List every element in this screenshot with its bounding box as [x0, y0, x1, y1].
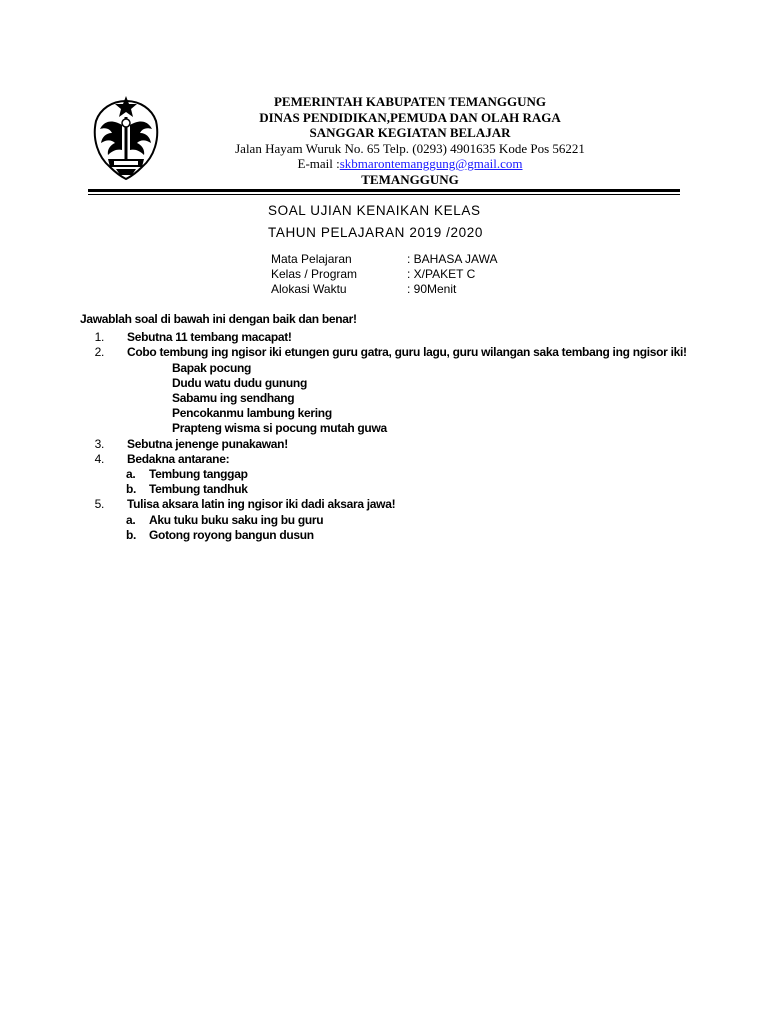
exam-title-line1: SOAL UJIAN KENAIKAN KELAS	[268, 203, 481, 218]
sub-item	[80, 513, 720, 528]
question-text: Bedakna antarane:	[127, 451, 230, 466]
verse-line: Prapteng wisma si pocung mutah guwa	[172, 421, 387, 436]
sub-item	[80, 528, 720, 543]
verse-line: Bapak pocung	[172, 360, 252, 375]
info-label: Kelas / Program	[271, 267, 358, 281]
question-item	[80, 345, 720, 360]
exam-info-table	[271, 252, 497, 297]
question-number: 2.	[94, 345, 104, 360]
question-number: 3.	[94, 436, 104, 451]
question-number: 5.	[94, 497, 104, 512]
question-item	[80, 330, 720, 345]
sub-item-letter: a.	[126, 467, 136, 482]
info-row-class	[271, 267, 497, 282]
email-label: E-mail :	[297, 156, 340, 171]
question-text: Tulisa aksara latin ing ngisor iki dadi aksara jawa!	[127, 497, 396, 512]
question-list	[80, 312, 720, 543]
info-label: Mata Pelajaran	[271, 252, 352, 266]
sub-item-letter: b.	[126, 482, 137, 497]
info-value: : BAHASA JAWA	[407, 252, 498, 266]
question-text: Sebutna jenenge punakawan!	[127, 436, 288, 451]
info-label: Alokasi Waktu	[271, 282, 347, 296]
verse-line: Pencokanmu lambung kering	[172, 406, 332, 421]
regency-emblem-logo	[92, 95, 160, 183]
exam-title-line2: TAHUN PELAJARAN 2019 /2020	[268, 225, 483, 240]
letterhead-divider-thick	[88, 189, 680, 192]
letterhead-email-line	[205, 156, 615, 172]
question-item	[80, 437, 720, 452]
letterhead-divider-thin	[88, 194, 680, 195]
question-item	[80, 452, 720, 467]
sub-item-text: Gotong royong bangun dusun	[149, 527, 314, 542]
verse-line: Sabamu ing sendhang	[172, 391, 295, 406]
exam-title	[268, 200, 568, 244]
sub-item	[80, 482, 720, 497]
verse-line: Dudu watu dudu gunung	[172, 375, 307, 390]
letterhead-department: DINAS PENDIDIKAN,PEMUDA DAN OLAH RAGA	[259, 109, 561, 125]
sub-item-text: Tembung tandhuk	[149, 482, 248, 497]
sub-item-letter: a.	[126, 512, 136, 527]
sub-item-letter: b.	[126, 527, 137, 542]
question-text: Cobo tembung ing ngisor iki etungen guru gatra, guru lagu, guru wilangan saka tembang ing ngisor iki!	[127, 345, 687, 360]
letterhead	[205, 94, 615, 187]
info-value: : 90Menit	[407, 282, 457, 296]
letterhead-government: PEMERINTAH KABUPATEN TEMANGGUNG	[273, 94, 547, 109]
info-value: : X/PAKET C	[407, 267, 476, 281]
letterhead-institution: SANGGAR KEGIATAN BELAJAR	[309, 125, 511, 140]
question-number: 4.	[94, 451, 104, 466]
info-row-subject	[271, 252, 497, 267]
question-number: 1.	[94, 330, 104, 345]
letterhead-city: TEMANGGUNG	[361, 171, 459, 187]
sub-item-text: Tembung tanggap	[149, 467, 248, 482]
letterhead-address: Jalan Hayam Wuruk No. 65 Telp. (0293) 4901635 Kode Pos 56221	[235, 140, 585, 156]
question-item	[80, 497, 720, 512]
sub-item-text: Aku tuku buku saku ing bu guru	[149, 512, 324, 527]
instruction: Jawablah soal di bawah ini dengan baik dan benar!	[80, 312, 357, 326]
info-row-duration	[271, 282, 497, 297]
email-link[interactable]: skbmarontemanggung@gmail.com	[339, 156, 523, 171]
question-text: Sebutna 11 tembang macapat!	[127, 330, 292, 345]
sub-item	[80, 467, 720, 482]
